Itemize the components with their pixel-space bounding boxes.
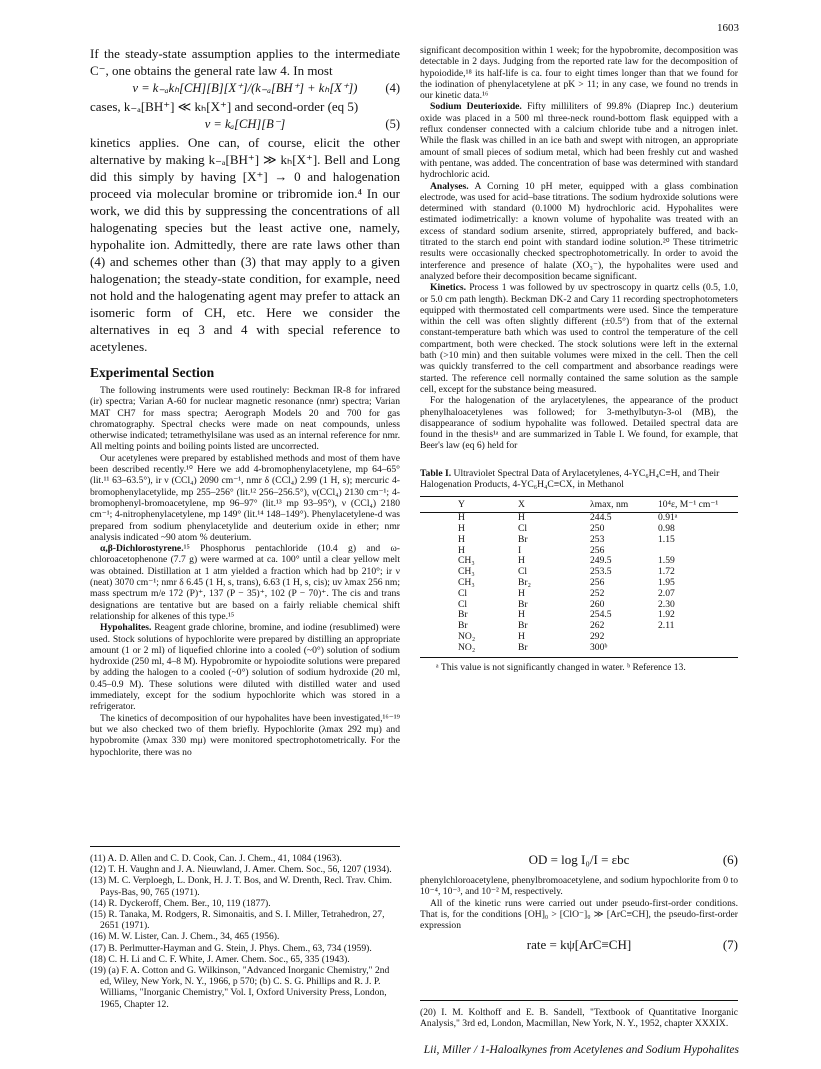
table-cell: H bbox=[518, 587, 525, 599]
equation-7 bbox=[420, 935, 738, 954]
table-cell: Br bbox=[458, 609, 468, 621]
table-cell: 254.5 bbox=[590, 609, 612, 621]
reference-item: (18) C. H. Li and C. F. White, J. Amer. Chem. Soc., 65, 335 (1943). bbox=[90, 953, 350, 965]
table-cell: Br bbox=[518, 620, 528, 632]
dichlorostyrene-paragraph bbox=[90, 543, 400, 622]
table-cell: I bbox=[518, 544, 522, 556]
reference-item: (17) B. Perlmutter-Hayman and G. Stein, J. Phys. Chem., 63, 734 (1959). bbox=[90, 942, 372, 954]
equation-7-number: (7) bbox=[722, 937, 738, 953]
table-cell: 256 bbox=[590, 577, 605, 589]
cases-paragraph: cases, k₋ₐ[BH⁺] ≪ kₕ[X⁺] and second-order (eq 5) bbox=[90, 99, 359, 114]
equation-4-number: (4) bbox=[385, 81, 400, 95]
equation-5 bbox=[90, 115, 400, 134]
table-cell: H bbox=[458, 512, 465, 524]
equation-6 bbox=[420, 850, 738, 869]
equation-6-text: OD = log I₀/I = εbc bbox=[528, 852, 630, 867]
kinetics-text: Process 1 was followed by uv spectroscopy in quartz cells (0.5, 1.0, or 5.0 cm path length). Beckman DK-2 and Cary 11 recording spectrophotometers equipped with thermostated cell compartments were used. Since the temperature within the cell was often slightly different (±0.5°) from that of the external constant-temperature bath which was used to control the temperature of the cell compartment, both were checked. The stock solutions were left in the external bath (>10 min) and then suitable volumes were mixed in the cell. Then the cell was quickly transferred to the cell compartment and absorbance readings were started. The reference cell normally contained the same solution as the sample cell, except for the substance being measured. bbox=[420, 282, 738, 395]
table-cell: 1.95 bbox=[658, 577, 675, 589]
table-header-cell: 10⁴ε, M⁻¹ cm⁻¹ bbox=[658, 497, 738, 513]
table-cell: Br₂ bbox=[518, 577, 531, 589]
equation-4 bbox=[90, 79, 400, 98]
table-row bbox=[420, 578, 738, 589]
right-column bbox=[420, 45, 738, 673]
table-cell: NO₂ bbox=[458, 631, 476, 643]
lower-right-block bbox=[420, 846, 738, 954]
reference-20 bbox=[420, 1000, 738, 1029]
reference-item: (19) (a) F. A. Cotton and G. Wilkinson, "Advanced Inorganic Chemistry," 2nd ed, Wiley, New York, N. Y., 1966, p 570; (b) C. S. G. Phillips and R. J. P. Williams, "Inorganic Chemistry," Vol. I, Oxford University Press, London, 1965, Chapter 12. bbox=[90, 965, 390, 1010]
table-footnote: ᵃ This value is not significantly changed in water. ᵇ Reference 13. bbox=[436, 661, 686, 673]
table-row bbox=[420, 589, 738, 600]
intro-paragraph: If the steady-state assumption applies to the intermediate C⁻, one obtains the general rate law 4. In most bbox=[90, 46, 400, 78]
reference-item: (13) M. C. Verploegh, L. Donk, H. J. T. Bos, and W. Drenth, Recl. Trav. Chim. Pays-Bas, 90, 765 (1971). bbox=[90, 875, 392, 898]
analyses-title: Analyses. bbox=[430, 180, 469, 192]
table-cell bbox=[658, 643, 738, 657]
table-row bbox=[420, 524, 738, 535]
acetylenes-paragraph: Our acetylenes were prepared by established methods and most of them have been described recently.¹⁰ Here we add 4-bromophenylacetylene, mp 64–65° (lit.¹¹ 63–63.5°), ir ν (CCl₄) 2090 cm⁻¹, nmr δ (CCl₄) 2.99 (1 H, s); mercuric 4-bromophenylacetylide, mp 255–256° (lit.¹² 256–256.5°), ν(CCl₄) 2130 cm⁻¹; 4-bromophenyl-bromoacetylene, mp 96–97° (lit.¹³ mp 93–95°), ν (CCl₄) 2180 cm⁻¹; 4-nitrophenylacetylene, mp 149° (lit.¹⁴ 148–149°). Phenylacetylene-d was prepared from sodium phenylacetylide and deuterium oxide in ether; nmr analysis indicated ~90 atom % deuterium. bbox=[90, 452, 400, 543]
table-cell bbox=[658, 632, 738, 643]
table-cell: CH₃ bbox=[458, 555, 475, 567]
spectral-data-table bbox=[420, 496, 738, 657]
table-cell: 1.59 bbox=[658, 555, 675, 567]
table-cell: 0.91ᵃ bbox=[658, 512, 678, 524]
table-header-cell: λmax, nm bbox=[590, 497, 658, 513]
deuterioxide-paragraph bbox=[420, 101, 738, 180]
analyses-paragraph bbox=[420, 181, 738, 283]
equation-5-text: v = kₐ[CH][B⁻] bbox=[204, 117, 286, 131]
table-header-row bbox=[420, 497, 738, 513]
table-cell: H bbox=[458, 533, 465, 545]
reference-item: (20) I. M. Kolthoff and E. B. Sandell, "Textbook of Quantitative Inorganic Analysis," 3rd ed, London, Macmillan, New York, N. Y., 1952, chapter XXXIX. bbox=[420, 1007, 738, 1030]
kinetics-paragraph: kinetics applies. One can, of course, elicit the other alternative by making k₋ₐ[BH⁺] ≫ kₕ[X⁺]. Bell and Long did this simply by having [X⁺] → 0 and halogenation proceed via molecular bromine or tribromide ion.⁴ In our work, we did this by suppressing the concentrations of all halogenating species but the least active one, namely, hypohalite ion. Admittedly, there are rate laws other than (4) and schemes other than (3) that may apply to a given halogenation; the steady-state condition, for example, need not hold and the halogenating agent may prefer to attack an isomeric form of CH, etc. Here we consider the alternatives in eq 3 and 4 with special reference to acetylenes. bbox=[90, 135, 400, 354]
decomposition-continued: significant decomposition within 1 week; for the hypobromite, decomposition was detectable in 2 days. Judging from the reported rate law for the decomposition of hypoiodide,¹⁸ its half-life is ca. four to eight times longer than that we found for the iodination of phenylacetylene at pK > 11; in any case, we found no trends in our kinetic data.¹⁶ bbox=[420, 45, 738, 102]
reference-item: (11) A. D. Allen and C. D. Cook, Can. J. Chem., 41, 1084 (1963). bbox=[90, 853, 342, 864]
table-cell: 2.07 bbox=[658, 587, 675, 599]
table-cell: 0.98 bbox=[658, 523, 675, 535]
table-cell: 262 bbox=[590, 620, 605, 632]
table-cell: 250 bbox=[590, 523, 605, 535]
table-cell: Cl bbox=[518, 523, 528, 535]
table-cell: CH₃ bbox=[458, 566, 475, 578]
table-caption bbox=[420, 468, 738, 491]
table-row bbox=[420, 535, 738, 546]
table-cell: 2.30 bbox=[658, 598, 675, 610]
reference-item: (15) R. Tanaka, M. Rodgers, R. Simonaitis, and S. I. Miller, Tetrahedron, 27, 2651 (1971). bbox=[90, 909, 385, 932]
table-cell: 256 bbox=[590, 544, 605, 556]
table-cell: 292 bbox=[590, 631, 605, 643]
table-cell: Cl bbox=[518, 566, 528, 578]
hypohalites-paragraph bbox=[90, 622, 400, 712]
instruments-paragraph: The following instruments were used routinely: Beckman IR-8 for infrared (ir) spectra; Varian A-60 for nuclear magnetic resonance (nmr) spectra; Varian MAT CH7 for mass spectra; Aerograph Models 20 and 700 for gas chromatography. Spectral checks were made on neat compounds, unless otherwise indicated; tetramethylsilane was used as an internal reference for nmr. All melting points and boiling points listed are uncorrected. bbox=[90, 385, 400, 453]
table-cell: CH₃ bbox=[458, 577, 475, 589]
table-cell: Br bbox=[518, 641, 528, 653]
table-cell: 1.15 bbox=[658, 533, 675, 545]
kinetics-title: Kinetics. bbox=[430, 282, 466, 294]
halogenation-paragraph: For the halogenation of the arylacetylenes, the appearance of the product phenylhaloacetylenes was followed; for 3-methylbutyn-3-ol (MB), the disappearance of sodium hypohalite was followed. Detailed spectral data are found in the thesis¹ᵃ and are summarized in Table I. We found, for example, that Beer's law (eq 6) held for bbox=[420, 395, 738, 452]
table-cell: 1.72 bbox=[658, 566, 675, 578]
table-cell: H bbox=[458, 544, 465, 556]
table-cell: 244.5 bbox=[590, 512, 612, 524]
equation-5-number: (5) bbox=[385, 117, 400, 131]
table-cell: Br bbox=[518, 533, 528, 545]
pseudo-first-order-paragraph: All of the kinetic runs were carried out under pseudo-first-order conditions. That is, for the conditions [OH]₀ > [ClO⁻]₀ ≫ [ArC≡CH], the pseudo-first-order expression bbox=[420, 897, 738, 932]
table-cell: 260 bbox=[590, 598, 605, 610]
decomposition-paragraph: The kinetics of decomposition of our hypohalites have been investigated,¹⁶⁻¹⁹ but we also checked two of them briefly. Hypochlorite (λmax 292 mμ) and hypobromite (λmax 330 mμ) were monitored spectrophotometrically. For the hypochlorite, there was no bbox=[90, 712, 400, 758]
table-cell: H bbox=[518, 609, 525, 621]
hypohalites-text: Reagent grade chlorine, bromine, and iodine (resublimed) were used. Stock solutions of hypochlorite were prepared by distilling an appropriate amount (1 or 2 ml) of liquefied chlorine into a cooled (~0°) solution of sodium hydroxide (250 ml, 4–8 M). Hypobromite or hypoiodite solutions were prepared by adding the halogen to a cooled (~0°) solution of sodium hydroxide (20 ml, 0.45–0.9 M). These solutions were diluted with distilled water and used immediately, except for the sodium hypochlorite which was stored in a refrigerator. bbox=[90, 622, 400, 713]
references-list bbox=[90, 846, 400, 1010]
table-cell: Cl bbox=[458, 587, 468, 599]
table-cell: H bbox=[458, 523, 465, 535]
deuterioxide-text: Fifty milliliters of 99.8% (Diaprep Inc.) deuterium oxide was placed in a 500 ml three-neck round-bottom flask equipped with a reflux condenser connected with a calcium chloride tube and a nitrogen inlet. While the flask was chilled in an ice bath and swept with nitrogen, an appropriate amount of small pieces of sodium metal, which had been freshly cut and washed with pentane, was added. The concentration of base was determined with standard hydrochloric acid. bbox=[420, 101, 738, 181]
table-header-cell: Y bbox=[420, 497, 518, 513]
running-footer: Lii, Miller / 1-Haloalkynes from Acetylenes and Sodium Hypohalites bbox=[423, 1044, 739, 1056]
section-title: Experimental Section bbox=[90, 365, 215, 380]
table-cell: Br bbox=[458, 620, 468, 632]
table-cell: 1.92 bbox=[658, 609, 675, 621]
table-cell: NO₂ bbox=[458, 641, 476, 653]
reference-item: (14) R. Dyckeroff, Chem. Ber., 10, 119 (1877). bbox=[90, 897, 271, 909]
table-cell: Cl bbox=[458, 598, 468, 610]
equation-7-text: rate = kψ[ArC≡CH] bbox=[526, 937, 632, 953]
table-label: Table I. bbox=[420, 467, 452, 479]
table-cell: 249.5 bbox=[590, 555, 612, 567]
equation-4-text: v = k₋ₐkₕ[CH][B][X⁺]/(k₋ₐ[BH⁺] + kₕ[X⁺]) bbox=[132, 81, 358, 95]
table-body bbox=[420, 513, 738, 657]
analyses-text: A Corning 10 pH meter, equipped with a glass combination electrode, was used for acid–base titrations. The sodium hydroxide solutions were determined with standard (0.1000 M) hydrochloric acid. Hypohalites were estimated iodimetrically: a known volume of hypohalite was treated with an excess of standard sodium arsenite, stirred, appropriately buffered, and back-titrated to the starch end point with standard iodine solution.²⁰ These titrimetric results were occasionally checked spectrophotometrically. In order to avoid the interference and presence of halate (XO₃⁻), the hypohalites were used and analyzed before their decomposition became significant. bbox=[420, 180, 738, 282]
table-cell: 253.5 bbox=[590, 566, 612, 578]
kinetics-method-paragraph bbox=[420, 282, 738, 395]
table-cell: 2.11 bbox=[658, 620, 675, 632]
reference-item: (16) M. W. Lister, Can. J. Chem., 34, 465 (1956). bbox=[90, 931, 280, 943]
table-row bbox=[420, 513, 738, 524]
left-column bbox=[90, 45, 400, 758]
table-caption-text: Ultraviolet Spectral Data of Arylacetylenes, 4-YC₆H₄C≡H, and Their Halogenation Products, 4-YC₆H₄C≡CX, in Methanol bbox=[420, 467, 720, 490]
reference-item: (12) T. H. Vaughn and J. A. Nieuwland, J. Amer. Chem. Soc., 56, 1207 (1934). bbox=[90, 864, 392, 876]
table-cell: 253 bbox=[590, 533, 605, 545]
table-cell: Br bbox=[518, 598, 528, 610]
table-cell: 252 bbox=[590, 587, 605, 599]
deuterioxide-title: Sodium Deuterioxide. bbox=[430, 101, 522, 113]
hypohalites-title: Hypohalites. bbox=[100, 622, 152, 634]
table-row bbox=[420, 643, 738, 657]
table-cell: H bbox=[518, 555, 525, 567]
table-cell: 300ᵇ bbox=[590, 641, 608, 653]
dichlorostyrene-title: α,β-Dichlorostyrene. bbox=[100, 543, 184, 555]
table-cell: H bbox=[518, 631, 525, 643]
after-eq6-paragraph: phenylchloroacetylene, phenylbromoacetylene, and sodium hypochlorite from 0 to 10⁻⁴, 10⁻³, and 10⁻² M, respectively. bbox=[420, 875, 738, 898]
table-cell: H bbox=[518, 512, 525, 524]
table-header-cell: X bbox=[518, 497, 590, 513]
dichlorostyrene-text: ¹⁵ Phosphorus pentachloride (10.4 g) and ω-chloroacetophenone (7.7 g) were warmed at ca. 100° until a clear yellow melt was obtained. Distillation at 1 atm yielded a fraction which had bp 210°; ir ν (neat) 3070 cm⁻¹; nmr δ 6.45 (1 H, s, trans), 6.63 (1 H, s, cis); uv λmax 256 nm; mass spectrum m/e 172 (P)⁺, 137 (P − 35)⁺, 102 (P − 70)⁺. The cis and trans designations are tentative but are based on a fairly reliable chemical shift relationship for alkenes of this type.¹⁵ bbox=[90, 543, 400, 622]
equation-6-number: (6) bbox=[722, 852, 738, 867]
page-number: 1603 bbox=[717, 22, 739, 34]
